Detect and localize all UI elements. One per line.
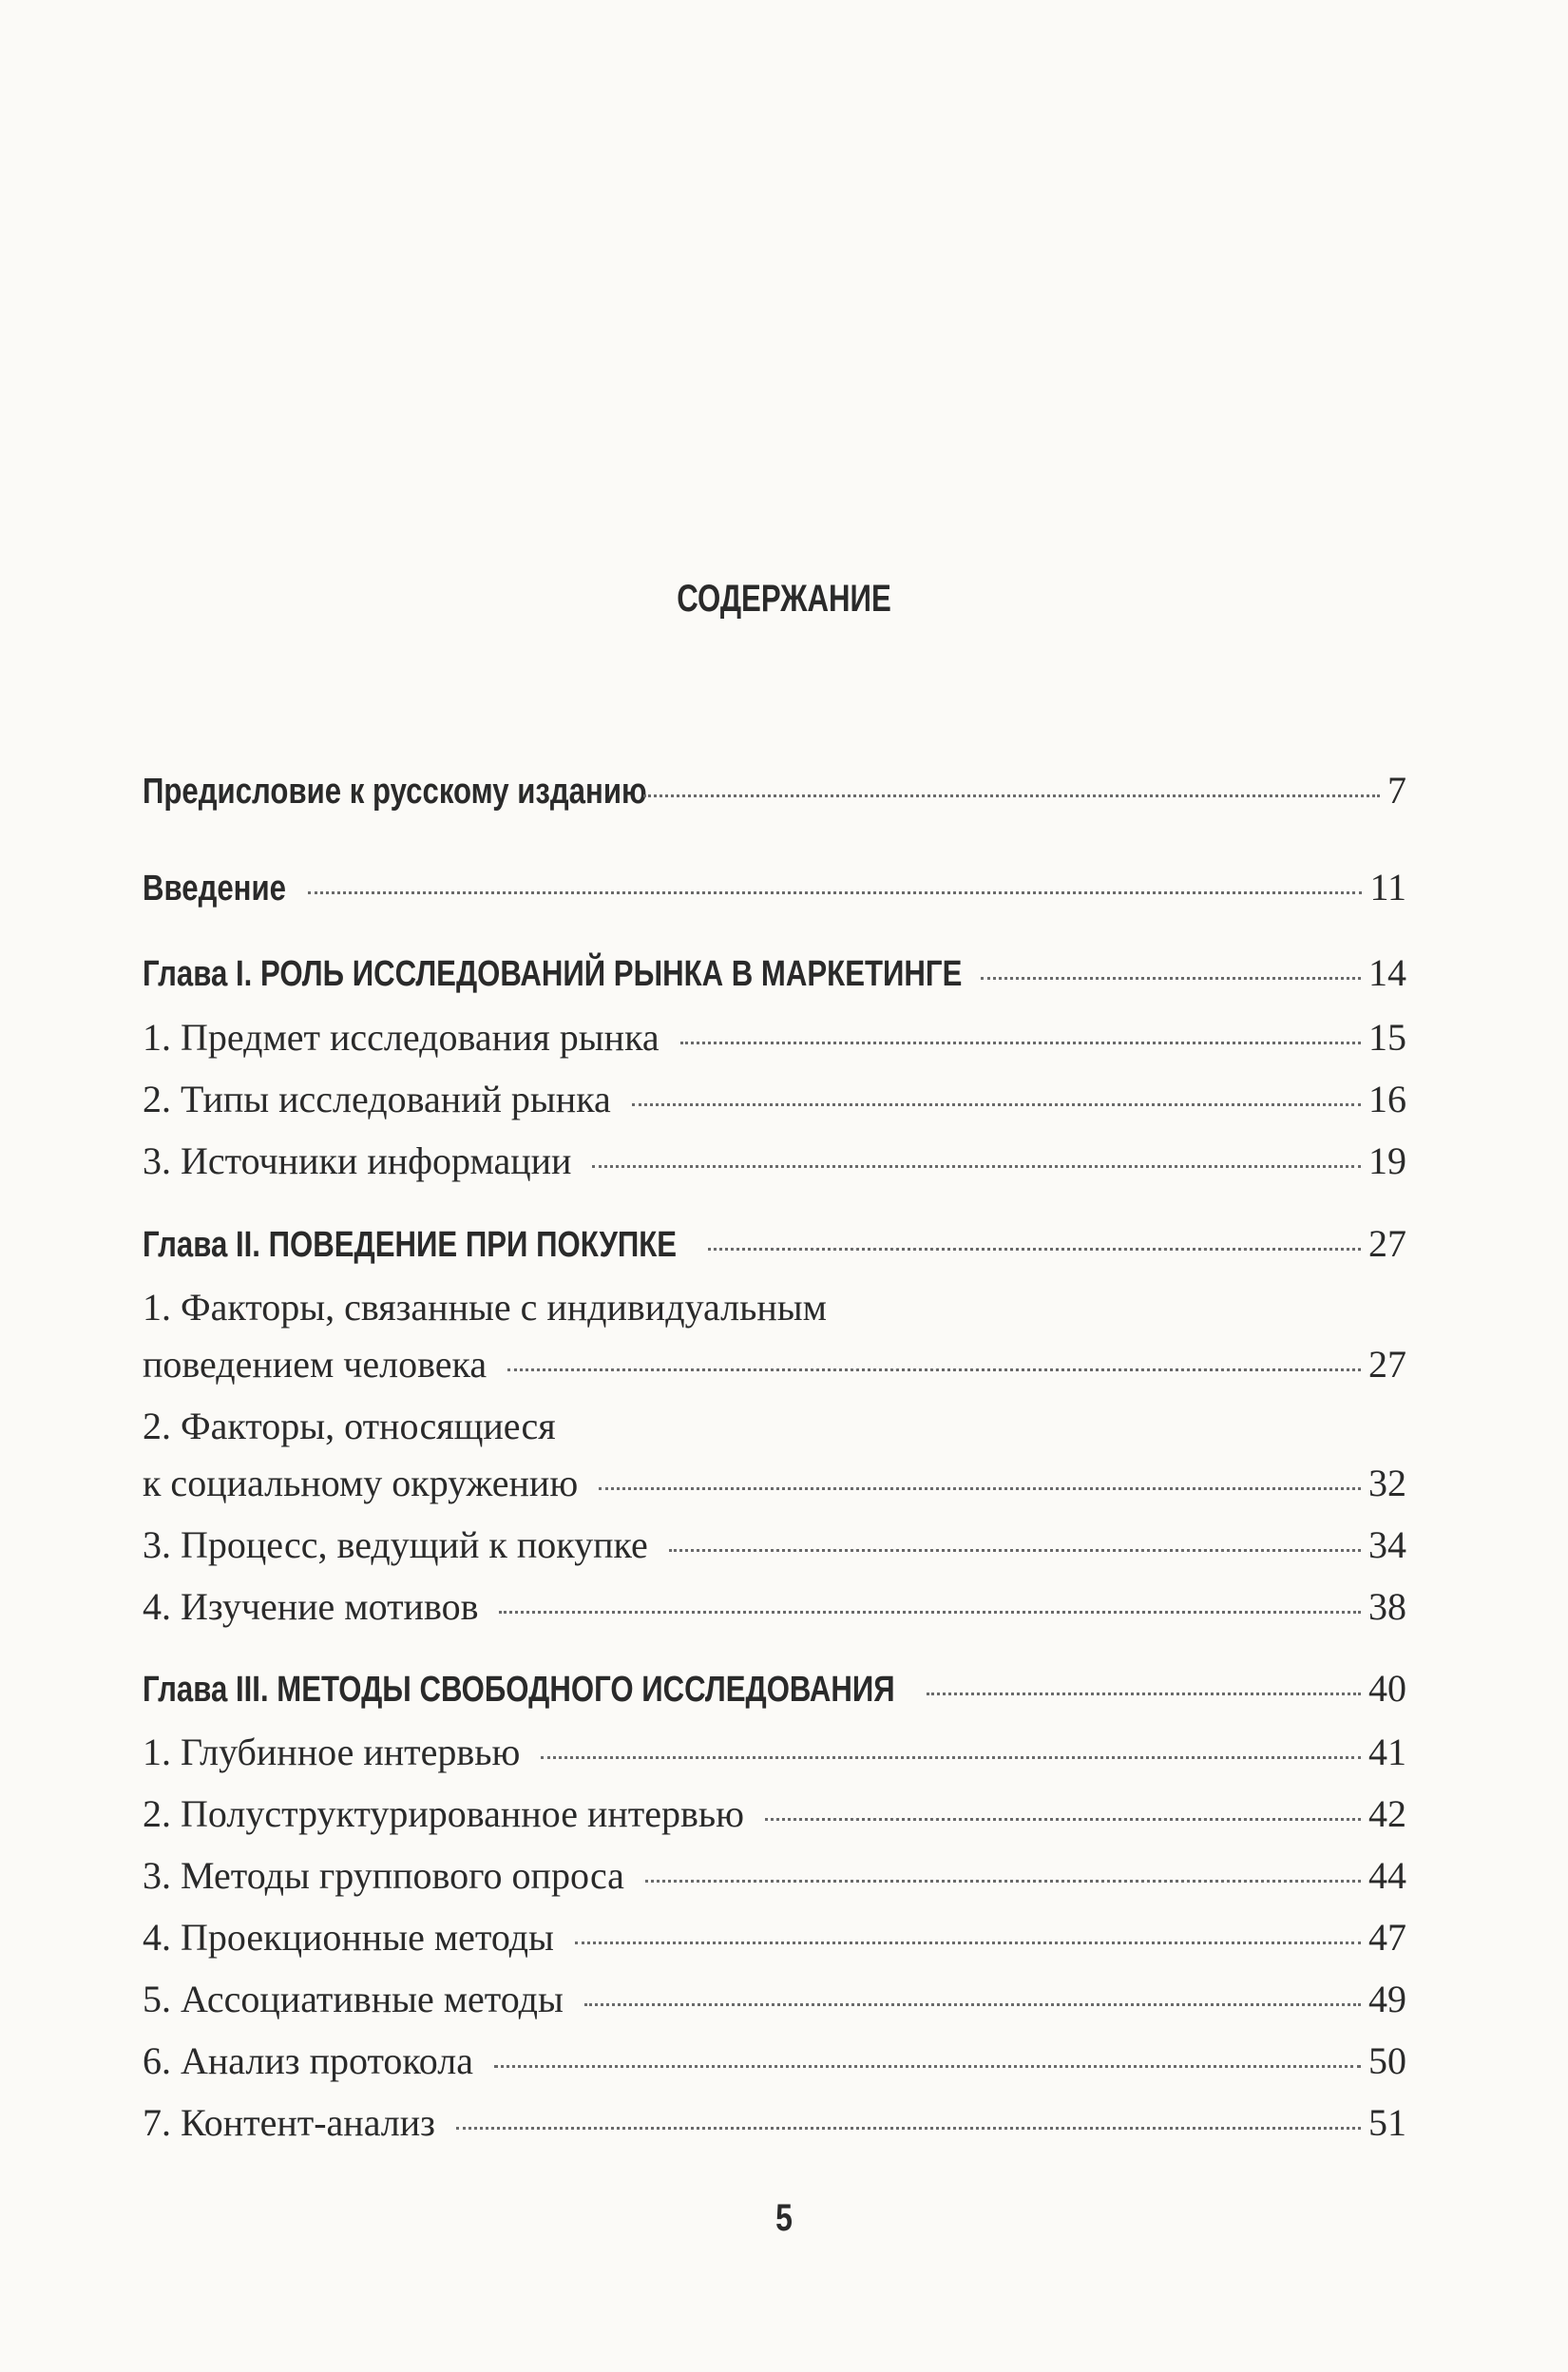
toc-entry-3-3 <box>143 1853 1406 1898</box>
toc-entry-2-2 <box>143 1461 1406 1505</box>
toc-entry-3-4 <box>143 1915 1406 1960</box>
dot-leader <box>927 1693 1361 1695</box>
dot-leader <box>669 1549 1361 1552</box>
toc-entry-preface <box>143 768 1406 813</box>
toc-entry-intro <box>143 865 1406 909</box>
toc-entry-label: Предисловие к русскому изданию <box>143 772 647 812</box>
toc-page-number: 44 <box>1368 1854 1406 1897</box>
toc-entry-1-1 <box>143 1015 1406 1060</box>
toc-entry-2-3 <box>143 1522 1406 1567</box>
toc-entry-3-7 <box>143 2100 1406 2145</box>
toc-entry-1-2 <box>143 1077 1406 1121</box>
toc-page-number: 19 <box>1368 1139 1406 1182</box>
toc-page-number: 50 <box>1368 2039 1406 2082</box>
dot-leader <box>599 1487 1361 1490</box>
toc-entry-label: к социальному окружению <box>143 1462 579 1504</box>
dot-leader <box>643 794 1380 797</box>
toc-entry-3-2 <box>143 1791 1406 1836</box>
table-of-contents <box>143 0 1406 2186</box>
page-title: СОДЕРЖАНИЕ <box>677 578 891 620</box>
toc-page-number: 27 <box>1368 1222 1406 1265</box>
page-number: 5 <box>775 2197 793 2239</box>
toc-page-number: 38 <box>1368 1585 1406 1628</box>
toc-entry-label: 5. Ассоциативные методы <box>143 1978 564 2020</box>
toc-entry-label: 4. Изучение мотивов <box>143 1585 479 1628</box>
toc-entry-label: Глава II. ПОВЕДЕНИЕ ПРИ ПОКУПКЕ <box>143 1225 678 1265</box>
toc-entry-3-1 <box>143 1730 1406 1774</box>
toc-page-number: 42 <box>1368 1792 1406 1835</box>
toc-entry-label: Введение <box>143 869 286 909</box>
toc-entry-chapter-3 <box>143 1666 1406 1711</box>
dot-leader <box>981 977 1361 980</box>
dot-leader <box>499 1611 1361 1614</box>
toc-entry-label: 1. Глубинное интервью <box>143 1731 521 1773</box>
dot-leader <box>584 2003 1361 2006</box>
toc-entry-2-1 <box>143 1342 1406 1387</box>
toc-entry-label: 3. Методы группового опроса <box>143 1854 624 1897</box>
toc-entry-chapter-1 <box>143 950 1406 995</box>
dot-leader <box>592 1165 1361 1168</box>
toc-entry-label: Глава I. РОЛЬ ИССЛЕДОВАНИЙ РЫНКА В МАРКЕТИНГЕ <box>143 954 963 994</box>
dot-leader <box>575 1942 1361 1944</box>
toc-page-number: 40 <box>1368 1667 1406 1710</box>
dot-leader <box>541 1756 1361 1759</box>
toc-entry-label: 1. Предмет исследования рынка <box>143 1016 660 1059</box>
toc-entry-label: поведением человека <box>143 1343 488 1386</box>
toc-entry-label: Глава III. МЕТОДЫ СВОБОДНОГО ИССЛЕДОВАНИЯ <box>143 1670 895 1710</box>
dot-leader <box>308 891 1362 894</box>
dot-leader <box>680 1042 1361 1044</box>
toc-page-number: 32 <box>1368 1462 1406 1504</box>
toc-entry-label: 2. Типы исследований рынка <box>143 1078 611 1120</box>
toc-page-number: 34 <box>1368 1523 1406 1566</box>
toc-entry-2-2-line1: 2. Факторы, относящиеся <box>143 1405 556 1447</box>
toc-entry-3-6 <box>143 2038 1406 2083</box>
toc-entry-label: 3. Процесс, ведущий к покупке <box>143 1523 648 1566</box>
toc-page-number: 14 <box>1368 951 1406 994</box>
toc-page-number: 49 <box>1368 1978 1406 2020</box>
toc-page-number: 11 <box>1369 866 1406 909</box>
toc-entry-label: 4. Проекционные методы <box>143 1916 554 1959</box>
toc-page-number: 16 <box>1368 1078 1406 1120</box>
toc-page-number: 15 <box>1368 1016 1406 1059</box>
toc-entry-2-1-line1: 1. Факторы, связанные с индивидуальным <box>143 1286 827 1329</box>
toc-page-number: 47 <box>1368 1916 1406 1959</box>
toc-entry-label: 7. Контент-анализ <box>143 2101 435 2144</box>
dot-leader <box>765 1818 1361 1821</box>
toc-entry-chapter-2 <box>143 1221 1406 1266</box>
toc-entry-3-5 <box>143 1977 1406 2021</box>
dot-leader <box>708 1248 1361 1251</box>
dot-leader <box>645 1880 1361 1883</box>
dot-leader <box>507 1368 1361 1371</box>
dot-leader <box>632 1103 1361 1106</box>
toc-page-number: 41 <box>1368 1731 1406 1773</box>
toc-entry-2-4 <box>143 1584 1406 1629</box>
toc-entry-label: 2. Полуструктурированное интервью <box>143 1792 745 1835</box>
toc-entry-label: 6. Анализ протокола <box>143 2039 473 2082</box>
dot-leader <box>494 2065 1361 2068</box>
toc-page-number: 51 <box>1368 2101 1406 2144</box>
toc-page-number: 7 <box>1387 769 1406 812</box>
toc-entry-label: 3. Источники информации <box>143 1139 572 1182</box>
toc-entry-1-3 <box>143 1138 1406 1183</box>
dot-leader <box>456 2127 1361 2130</box>
toc-page-number: 27 <box>1368 1343 1406 1386</box>
